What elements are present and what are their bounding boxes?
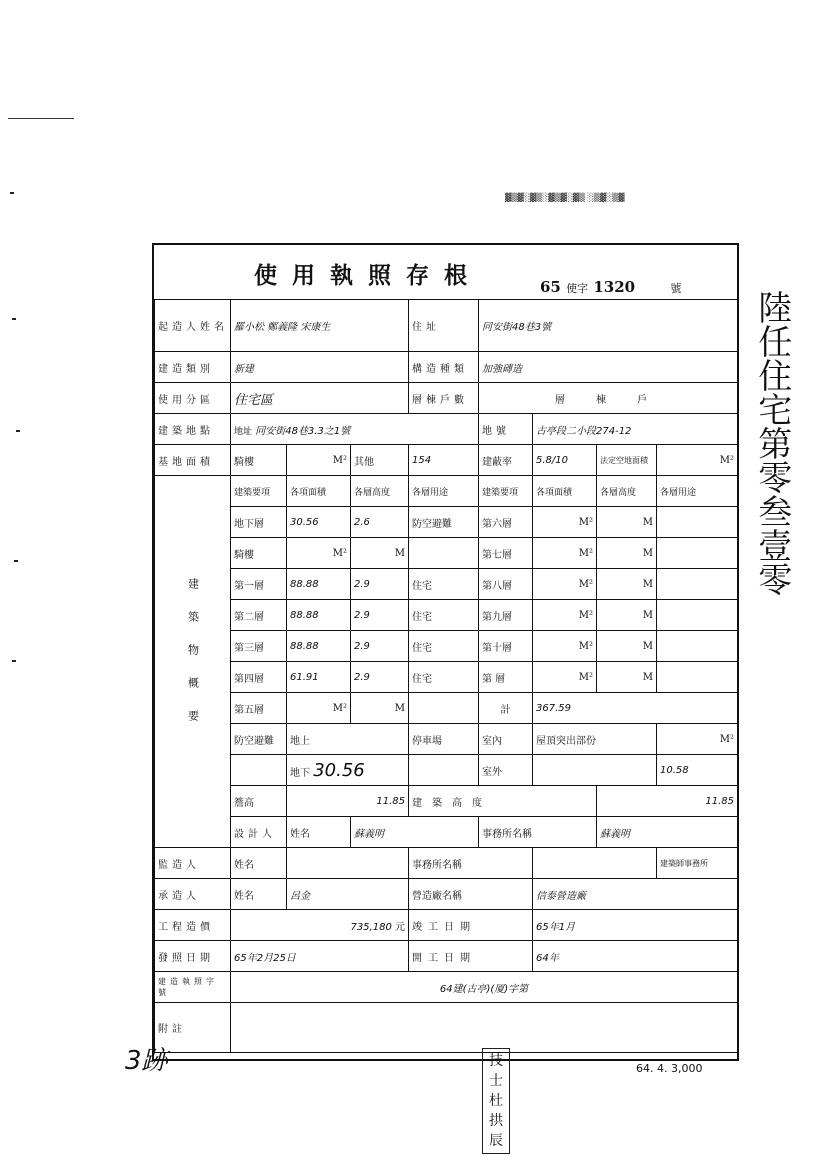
open-space-label: 法定空地面積 — [597, 445, 657, 476]
location-label: 建築地點 — [155, 414, 231, 445]
building-type-value: 新建 — [231, 352, 409, 383]
col-item-right: 建築要項 — [479, 476, 533, 507]
permit-stub-form — [152, 243, 739, 1061]
eave-value: 11.85 — [287, 786, 409, 817]
issue-label: 發照日期 — [155, 941, 231, 972]
stamp-glyphs: ▓▒▓░▓▒░▓▒▓░▓▒ ░▒▓░▒▓ — [505, 193, 625, 202]
floor-row: 第一層 88.88 2.9 住宅 第八層 M² M — [155, 569, 738, 600]
building-summary-label: 建築物概要 — [155, 476, 231, 848]
structure-label: 構造種類 — [409, 352, 479, 383]
supervisor-label: 監造人 — [155, 848, 231, 879]
floor-row: 第五層 M² M 計 367.59 — [155, 693, 738, 724]
roof-value: 10.58 — [657, 755, 738, 786]
open-space-unit: M² — [657, 445, 738, 476]
floors-units-value: 層 棟 戶 — [479, 383, 738, 414]
designer-name: 蘇義明 — [351, 817, 479, 848]
side-characters: 陸任住宅第零叁壹零 — [751, 290, 792, 596]
col-use: 各層用途 — [409, 476, 479, 507]
inspector-stamp: 技士杜拱辰 — [482, 1048, 510, 1154]
location-value: 地址 同安街48巷3.3之1號 — [231, 414, 479, 445]
height-row: 簷高 11.85 建築高度 11.85 — [155, 786, 738, 817]
print-code: 64. 4. 3,000 — [636, 1062, 703, 1075]
start-value: 64年 — [533, 941, 738, 972]
applicant-label: 起造人姓名 — [155, 300, 231, 352]
permit-number: 65 使字 1320 號 — [540, 278, 682, 296]
cost-value: 735,180 元 — [231, 910, 409, 941]
received-stamp — [505, 192, 730, 204]
address-label: 住址 — [409, 300, 479, 352]
floor-row: 第三層 88.88 2.9 住宅 第十層 M² M — [155, 631, 738, 662]
floor-row: 騎樓 M² M 第七層 M² M — [155, 538, 738, 569]
firm-value: 信泰營造廠 — [533, 879, 738, 910]
cost-label: 工程造價 — [155, 910, 231, 941]
designer-office: 蘇義明 — [597, 817, 738, 848]
structure-value: 加強磚造 — [479, 352, 738, 383]
lot-value: 古亭段二小段274-12 — [533, 414, 738, 445]
floor-row: 地下層 30.56 2.6 防空避難 第六層 M² M — [155, 507, 738, 538]
lot-label: 地號 — [479, 414, 533, 445]
margin-mark — [10, 192, 14, 194]
building-type-label: 建造類別 — [155, 352, 231, 383]
col-area: 各項面積 — [287, 476, 351, 507]
margin-mark — [12, 660, 16, 662]
side-signature: 3跡 — [125, 1046, 168, 1076]
permit-value: 64建(古亭)(厦)字第 — [231, 972, 738, 1003]
margin-mark — [12, 318, 16, 320]
floors-units-label: 層棟戶數 — [409, 383, 479, 414]
zoning-value: 住宅區 — [231, 383, 409, 414]
shelter-row: 地下 30.56 室外 10.58 — [155, 755, 738, 786]
permit-table: 起造人姓名 羅小松 鄭義隆 宋康生 住址 同安街48巷3號 建造類別 新建 構造種類 加強磚造 使用分區 住宅區 層棟戶數 層 棟 戶 建築地點 地址 同安街48巷3.3之1號 地號 古亭段二小段274-12 基地面積 騎樓 M² 其他 154 建蔽率 5.8/10 法定空地面積 M² 建築物概要 建築要項 各項面積 各層高度 各層用途 建築要項 各項面積 各層高度 各層用途 地下層 30.56 2.6 防空避難 第六層 M² M 騎樓 M² M 第七層 M² M 第一層 88.88 2.9 住宅 第八層 M² M 第二層 88.88 2.9 住宅 第九層 M² M 第三層 88.88 2.9 住宅 第十層 M² M 第四層 61.91 2.9 住宅 第 層 M² M 第五層 M² M 計 367.59 防空避難 地上 停車場 室內 屋頂突出部份 M² 地下 30.56 室外 10.58 簷高 11.85 建築高度 11.85 設計人 姓名 蘇義明 事務所名稱 蘇義明 監造人 姓名 事務所名稱 建築師事務所 承造人 姓名 呂金 營造廠名稱 信泰營造廠 工程造價 735,180 元 竣工日期 65年1月 發照日期 65年2月25日 開工日期 64年 建造執照字號 64建(古亭)(厦)字第 附註 — [154, 299, 738, 1053]
designer-label: 設計人 — [231, 817, 287, 848]
form-title: 使用執照存根 — [254, 262, 482, 289]
remarks-label: 附註 — [155, 1003, 231, 1053]
floor-row: 第四層 61.91 2.9 住宅 第 層 M² M — [155, 662, 738, 693]
contractor-label: 承造人 — [155, 879, 231, 910]
margin-mark — [16, 430, 20, 432]
other-value: 154 — [409, 445, 479, 476]
site-area-label: 基地面積 — [155, 445, 231, 476]
coverage-label: 建蔽率 — [479, 445, 533, 476]
arcade-label: 騎樓 — [231, 445, 287, 476]
zoning-label: 使用分區 — [155, 383, 231, 414]
coverage-value: 5.8/10 — [533, 445, 597, 476]
floor-row: 第二層 88.88 2.9 住宅 第九層 M² M — [155, 600, 738, 631]
col-item: 建築要項 — [231, 476, 287, 507]
permit-label: 建造執照字號 — [155, 972, 231, 1003]
other-label: 其他 — [351, 445, 409, 476]
scan-line-top — [8, 118, 74, 119]
building-height-value: 11.85 — [597, 786, 738, 817]
col-height: 各層高度 — [351, 476, 409, 507]
issue-value: 65年2月25日 — [231, 941, 409, 972]
contractor-name: 呂金 — [287, 879, 409, 910]
applicant-value: 羅小松 鄭義隆 宋康生 — [231, 300, 409, 352]
completion-value: 65年1月 — [533, 910, 738, 941]
arcade-unit: M² — [287, 445, 351, 476]
col-height-right: 各層高度 — [597, 476, 657, 507]
total-area: 367.59 — [533, 693, 738, 724]
margin-mark — [14, 560, 18, 562]
col-use-right: 各層用途 — [657, 476, 738, 507]
shelter-row: 防空避難 地上 停車場 室內 屋頂突出部份 M² — [155, 724, 738, 755]
address-value: 同安街48巷3號 — [479, 300, 738, 352]
col-area-right: 各項面積 — [533, 476, 597, 507]
